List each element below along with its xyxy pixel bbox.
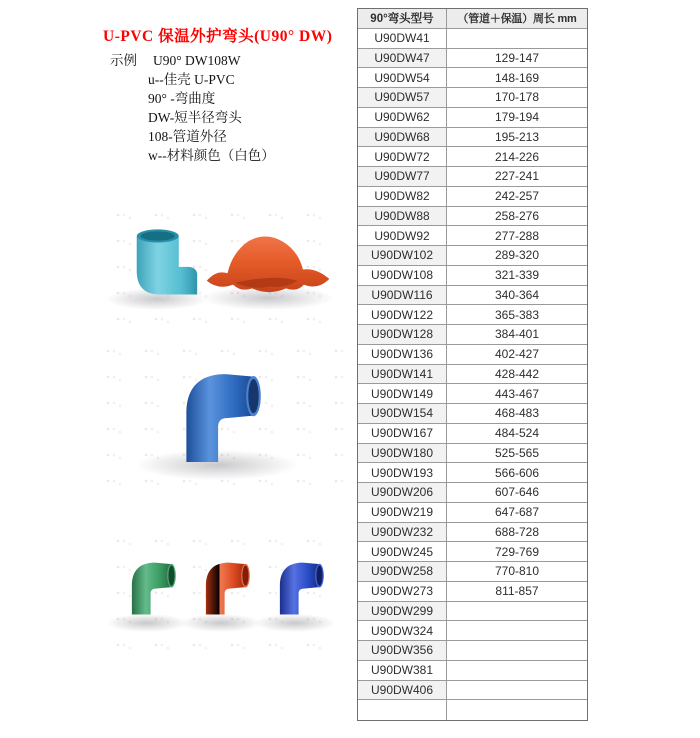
circumference-cell xyxy=(447,641,587,660)
model-cell: U90DW57 xyxy=(358,88,447,107)
model-cell: U90DW47 xyxy=(358,49,447,68)
table-row xyxy=(358,49,587,69)
table-row xyxy=(358,641,587,661)
table-row xyxy=(358,483,587,503)
table-row xyxy=(358,246,587,266)
circumference-cell xyxy=(447,621,587,640)
model-cell: U90DW116 xyxy=(358,286,447,305)
circumference-cell: 428-442 xyxy=(447,365,587,384)
model-cell: U90DW245 xyxy=(358,542,447,561)
table-row xyxy=(358,582,587,602)
table-row xyxy=(358,621,587,641)
model-cell: U90DW102 xyxy=(358,246,447,265)
table-row xyxy=(358,88,587,108)
table-row xyxy=(358,207,587,227)
circumference-cell: 170-178 xyxy=(447,88,587,107)
table-row xyxy=(358,523,587,543)
model-cell: U90DW180 xyxy=(358,444,447,463)
model-cell: U90DW232 xyxy=(358,523,447,542)
table-row xyxy=(358,68,587,88)
circumference-cell xyxy=(447,681,587,700)
circumference-cell: 289-320 xyxy=(447,246,587,265)
table-row xyxy=(358,562,587,582)
table-row xyxy=(358,325,587,345)
table-row xyxy=(358,384,587,404)
circumference-column-header: （管道＋保温）周长 mm xyxy=(447,9,587,28)
table-row xyxy=(358,345,587,365)
model-cell: U90DW88 xyxy=(358,207,447,226)
model-cell: U90DW128 xyxy=(358,325,447,344)
table-row xyxy=(358,226,587,246)
legend-line: 90° -弯曲度 xyxy=(148,91,216,106)
circumference-cell: 525-565 xyxy=(447,444,587,463)
circumference-cell: 179-194 xyxy=(447,108,587,127)
teal-elbow-image xyxy=(117,214,209,300)
circumference-cell: 688-728 xyxy=(447,523,587,542)
example-model: U90° DW108W xyxy=(153,53,241,68)
table-row xyxy=(358,128,587,148)
model-cell: U90DW136 xyxy=(358,345,447,364)
circumference-cell: 607-646 xyxy=(447,483,587,502)
circumference-cell xyxy=(447,700,587,720)
circumference-cell xyxy=(447,602,587,621)
green-elbow-image xyxy=(111,550,183,620)
model-cell: U90DW68 xyxy=(358,128,447,147)
circumference-cell: 195-213 xyxy=(447,128,587,147)
table-row xyxy=(358,700,587,720)
circumference-cell: 227-241 xyxy=(447,167,587,186)
table-row xyxy=(358,661,587,681)
legend-example-line xyxy=(110,51,275,70)
circumference-cell xyxy=(447,661,587,680)
table-body xyxy=(358,29,587,720)
table-row xyxy=(358,365,587,385)
table-row xyxy=(358,424,587,444)
model-legend xyxy=(110,51,275,165)
model-cell: U90DW149 xyxy=(358,384,447,403)
table-header-row xyxy=(358,9,587,29)
legend-line: u--佳壳 U-PVC xyxy=(148,72,235,87)
circumference-cell: 566-606 xyxy=(447,463,587,482)
circumference-cell xyxy=(447,29,587,48)
model-cell: U90DW299 xyxy=(358,602,447,621)
model-cell: U90DW356 xyxy=(358,641,447,660)
circumference-cell: 258-276 xyxy=(447,207,587,226)
table-row xyxy=(358,305,587,325)
table-row xyxy=(358,444,587,464)
model-cell: U90DW206 xyxy=(358,483,447,502)
model-cell: U90DW273 xyxy=(358,582,447,601)
circumference-cell: 321-339 xyxy=(447,266,587,285)
circumference-cell: 484-524 xyxy=(447,424,587,443)
circumference-cell: 468-483 xyxy=(447,404,587,423)
table-row xyxy=(358,108,587,128)
product-photo-middle xyxy=(85,332,345,490)
circumference-cell: 148-169 xyxy=(447,68,587,87)
blue-elbow-image xyxy=(151,356,273,468)
table-row xyxy=(358,503,587,523)
model-cell: U90DW122 xyxy=(358,305,447,324)
table-row xyxy=(358,681,587,701)
table-row xyxy=(358,167,587,187)
table-row xyxy=(358,147,587,167)
table-row xyxy=(358,463,587,483)
circumference-cell: 647-687 xyxy=(447,503,587,522)
model-cell xyxy=(358,700,447,720)
page-title: U-PVC 保温外护弯头(U90° DW) xyxy=(103,28,333,45)
royal-blue-elbow-image xyxy=(259,550,331,620)
model-cell: U90DW154 xyxy=(358,404,447,423)
legend-line: w--材料颜色（白色） xyxy=(148,148,275,163)
red-orange-elbow-image xyxy=(185,550,257,620)
legend-line: DW-短半径弯头 xyxy=(148,110,242,125)
legend-line: 108-管道外径 xyxy=(148,129,227,144)
table-row xyxy=(358,602,587,622)
table-row xyxy=(358,404,587,424)
model-cell: U90DW381 xyxy=(358,661,447,680)
circumference-cell: 811-857 xyxy=(447,582,587,601)
circumference-cell: 214-226 xyxy=(447,147,587,166)
circumference-cell: 129-147 xyxy=(447,49,587,68)
circumference-cell: 277-288 xyxy=(447,226,587,245)
model-cell: U90DW77 xyxy=(358,167,447,186)
model-cell: U90DW54 xyxy=(358,68,447,87)
table-row xyxy=(358,266,587,286)
model-cell: U90DW324 xyxy=(358,621,447,640)
circumference-cell: 729-769 xyxy=(447,542,587,561)
circumference-cell: 365-383 xyxy=(447,305,587,324)
model-cell: U90DW406 xyxy=(358,681,447,700)
table-row xyxy=(358,187,587,207)
model-cell: U90DW258 xyxy=(358,562,447,581)
model-cell: U90DW92 xyxy=(358,226,447,245)
table-row xyxy=(358,542,587,562)
model-cell: U90DW141 xyxy=(358,365,447,384)
model-cell: U90DW72 xyxy=(358,147,447,166)
model-cell: U90DW82 xyxy=(358,187,447,206)
spec-table xyxy=(357,8,588,721)
model-cell: U90DW41 xyxy=(358,29,447,48)
model-cell: U90DW167 xyxy=(358,424,447,443)
orange-shell-image xyxy=(203,228,335,294)
model-column-header: 90°弯头型号 xyxy=(358,9,447,28)
circumference-cell: 402-427 xyxy=(447,345,587,364)
model-cell: U90DW108 xyxy=(358,266,447,285)
model-cell: U90DW193 xyxy=(358,463,447,482)
circumference-cell: 770-810 xyxy=(447,562,587,581)
table-row xyxy=(358,29,587,49)
circumference-cell: 340-364 xyxy=(447,286,587,305)
circumference-cell: 384-401 xyxy=(447,325,587,344)
example-label: 示例 xyxy=(110,53,137,68)
model-cell: U90DW219 xyxy=(358,503,447,522)
table-row xyxy=(358,286,587,306)
circumference-cell: 242-257 xyxy=(447,187,587,206)
product-photo-top xyxy=(95,196,345,324)
model-cell: U90DW62 xyxy=(358,108,447,127)
product-photo-bottom xyxy=(95,522,345,654)
circumference-cell: 443-467 xyxy=(447,384,587,403)
